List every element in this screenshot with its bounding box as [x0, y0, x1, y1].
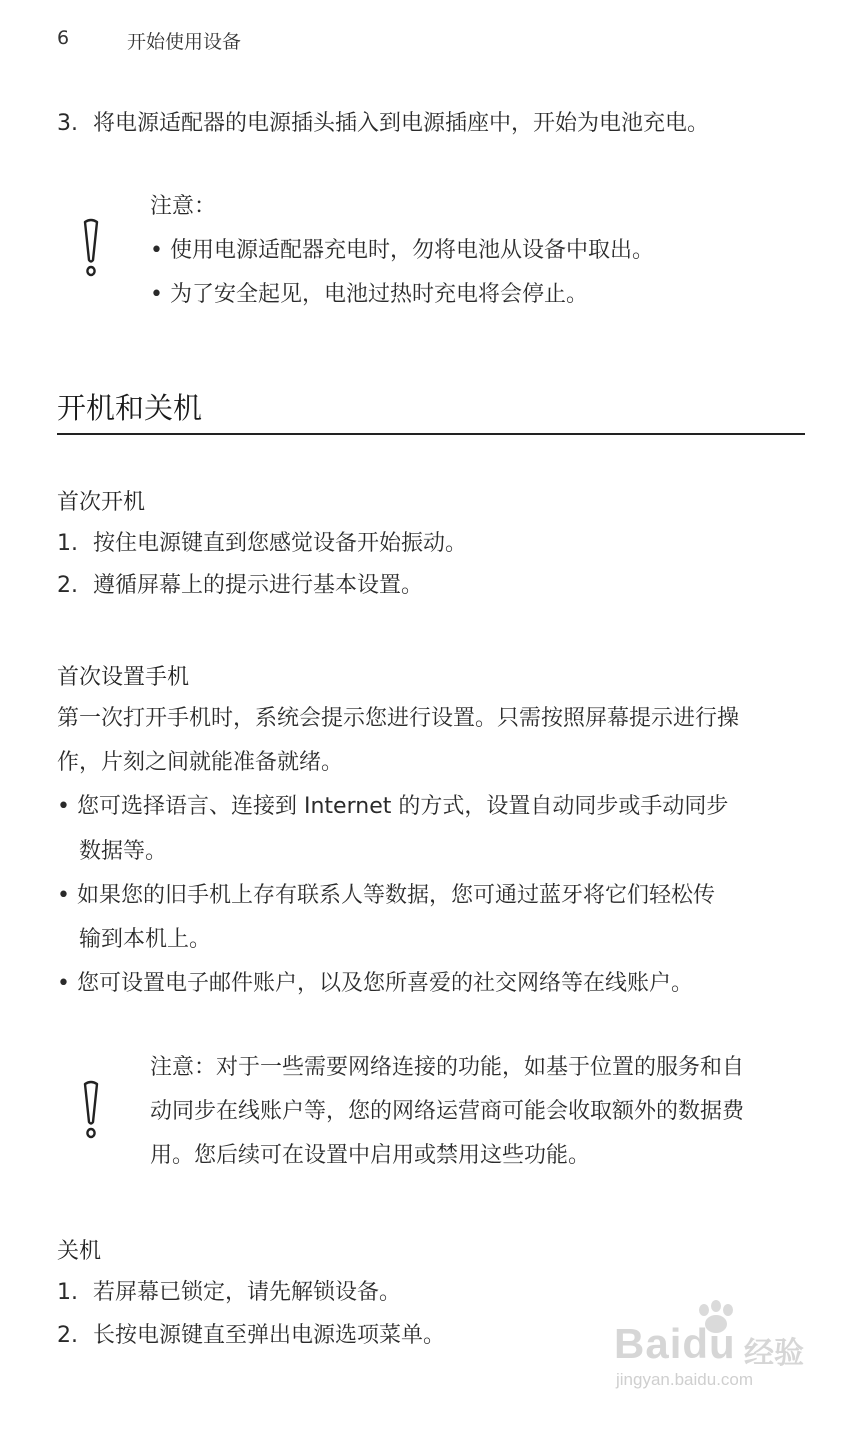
power-off-step [57, 1320, 445, 1352]
setup-bullet [57, 791, 728, 823]
bullet-icon: • [57, 794, 70, 819]
setup-paragraph-line: 作，片刻之间就能准备就绪。 [57, 750, 344, 775]
power-on-step [57, 528, 467, 560]
power-off-step [57, 1277, 401, 1309]
note-bullet-text: 为了安全起见，电池过热时充电将会停止。 [170, 282, 589, 307]
setup-paragraph-line: 第一次打开手机时，系统会提示您进行设置。只需按照屏幕提示进行操 [57, 706, 740, 731]
setup-bullet [57, 968, 693, 1000]
step-text: 将电源适配器的电源插头插入到电源插座中，开始为电池充电。 [93, 111, 710, 136]
step-text: 按住电源键直到您感觉设备开始振动。 [93, 531, 468, 556]
setup-bullet-continuation: 数据等。 [79, 839, 168, 864]
baidu-watermark [606, 1300, 811, 1400]
setup-bullet-text: 如果您的旧手机上存有联系人等数据，您可通过蓝牙将它们轻松传 [77, 883, 716, 908]
sub-heading-first-power-on: 首次开机 [57, 490, 146, 515]
sub-heading-first-setup: 首次设置手机 [57, 665, 190, 690]
section-heading: 开机和关机 [57, 391, 203, 425]
setup-bullet-text: 您可选择语言、连接到 Internet 的方式，设置自动同步或手动同步 [77, 794, 729, 819]
watermark-brand: Baidu [614, 1320, 736, 1367]
note2-line: 动同步在线账户等，您的网络运营商可能会收取额外的数据费 [150, 1099, 745, 1124]
exclamation-icon [80, 218, 102, 278]
sub-heading-power-off: 关机 [57, 1239, 102, 1264]
note-bullet-text: 使用电源适配器充电时，勿将电池从设备中取出。 [170, 238, 655, 263]
step-number: 2. [57, 1323, 78, 1348]
bullet-icon: • [57, 883, 70, 908]
note2-line: 注意：对于一些需要网络连接的功能，如基于位置的服务和自 [150, 1055, 745, 1080]
step-text: 若屏幕已锁定，请先解锁设备。 [93, 1280, 402, 1305]
step-number: 1. [57, 1280, 78, 1305]
setup-bullet-continuation: 输到本机上。 [79, 927, 212, 952]
note-label: 注意： [150, 194, 217, 219]
watermark-sub: 经验 [744, 1336, 804, 1371]
step-number: 1. [57, 531, 78, 556]
power-on-step [57, 570, 423, 602]
bullet-icon: • [57, 971, 70, 996]
chapter-title: 开始使用设备 [127, 31, 242, 53]
bullet-icon: • [150, 238, 163, 263]
watermark-url: jingyan.baidu.com [616, 1370, 754, 1389]
section-divider [57, 433, 805, 435]
note2-line: 用。您后续可在设置中启用或禁用这些功能。 [150, 1143, 591, 1168]
charging-step-3 [57, 108, 709, 140]
exclamation-icon [80, 1080, 102, 1140]
step-text: 长按电源键直至弹出电源选项菜单。 [93, 1323, 446, 1348]
step-text: 遵循屏幕上的提示进行基本设置。 [93, 573, 424, 598]
setup-bullet [57, 880, 715, 912]
note-bullet [150, 235, 654, 267]
page-number: 6 [57, 27, 70, 49]
step-number: 3. [57, 111, 78, 136]
bullet-icon: • [150, 282, 163, 307]
note-bullet [150, 279, 588, 311]
setup-bullet-text: 您可设置电子邮件账户，以及您所喜爱的社交网络等在线账户。 [77, 971, 694, 996]
step-number: 2. [57, 573, 78, 598]
